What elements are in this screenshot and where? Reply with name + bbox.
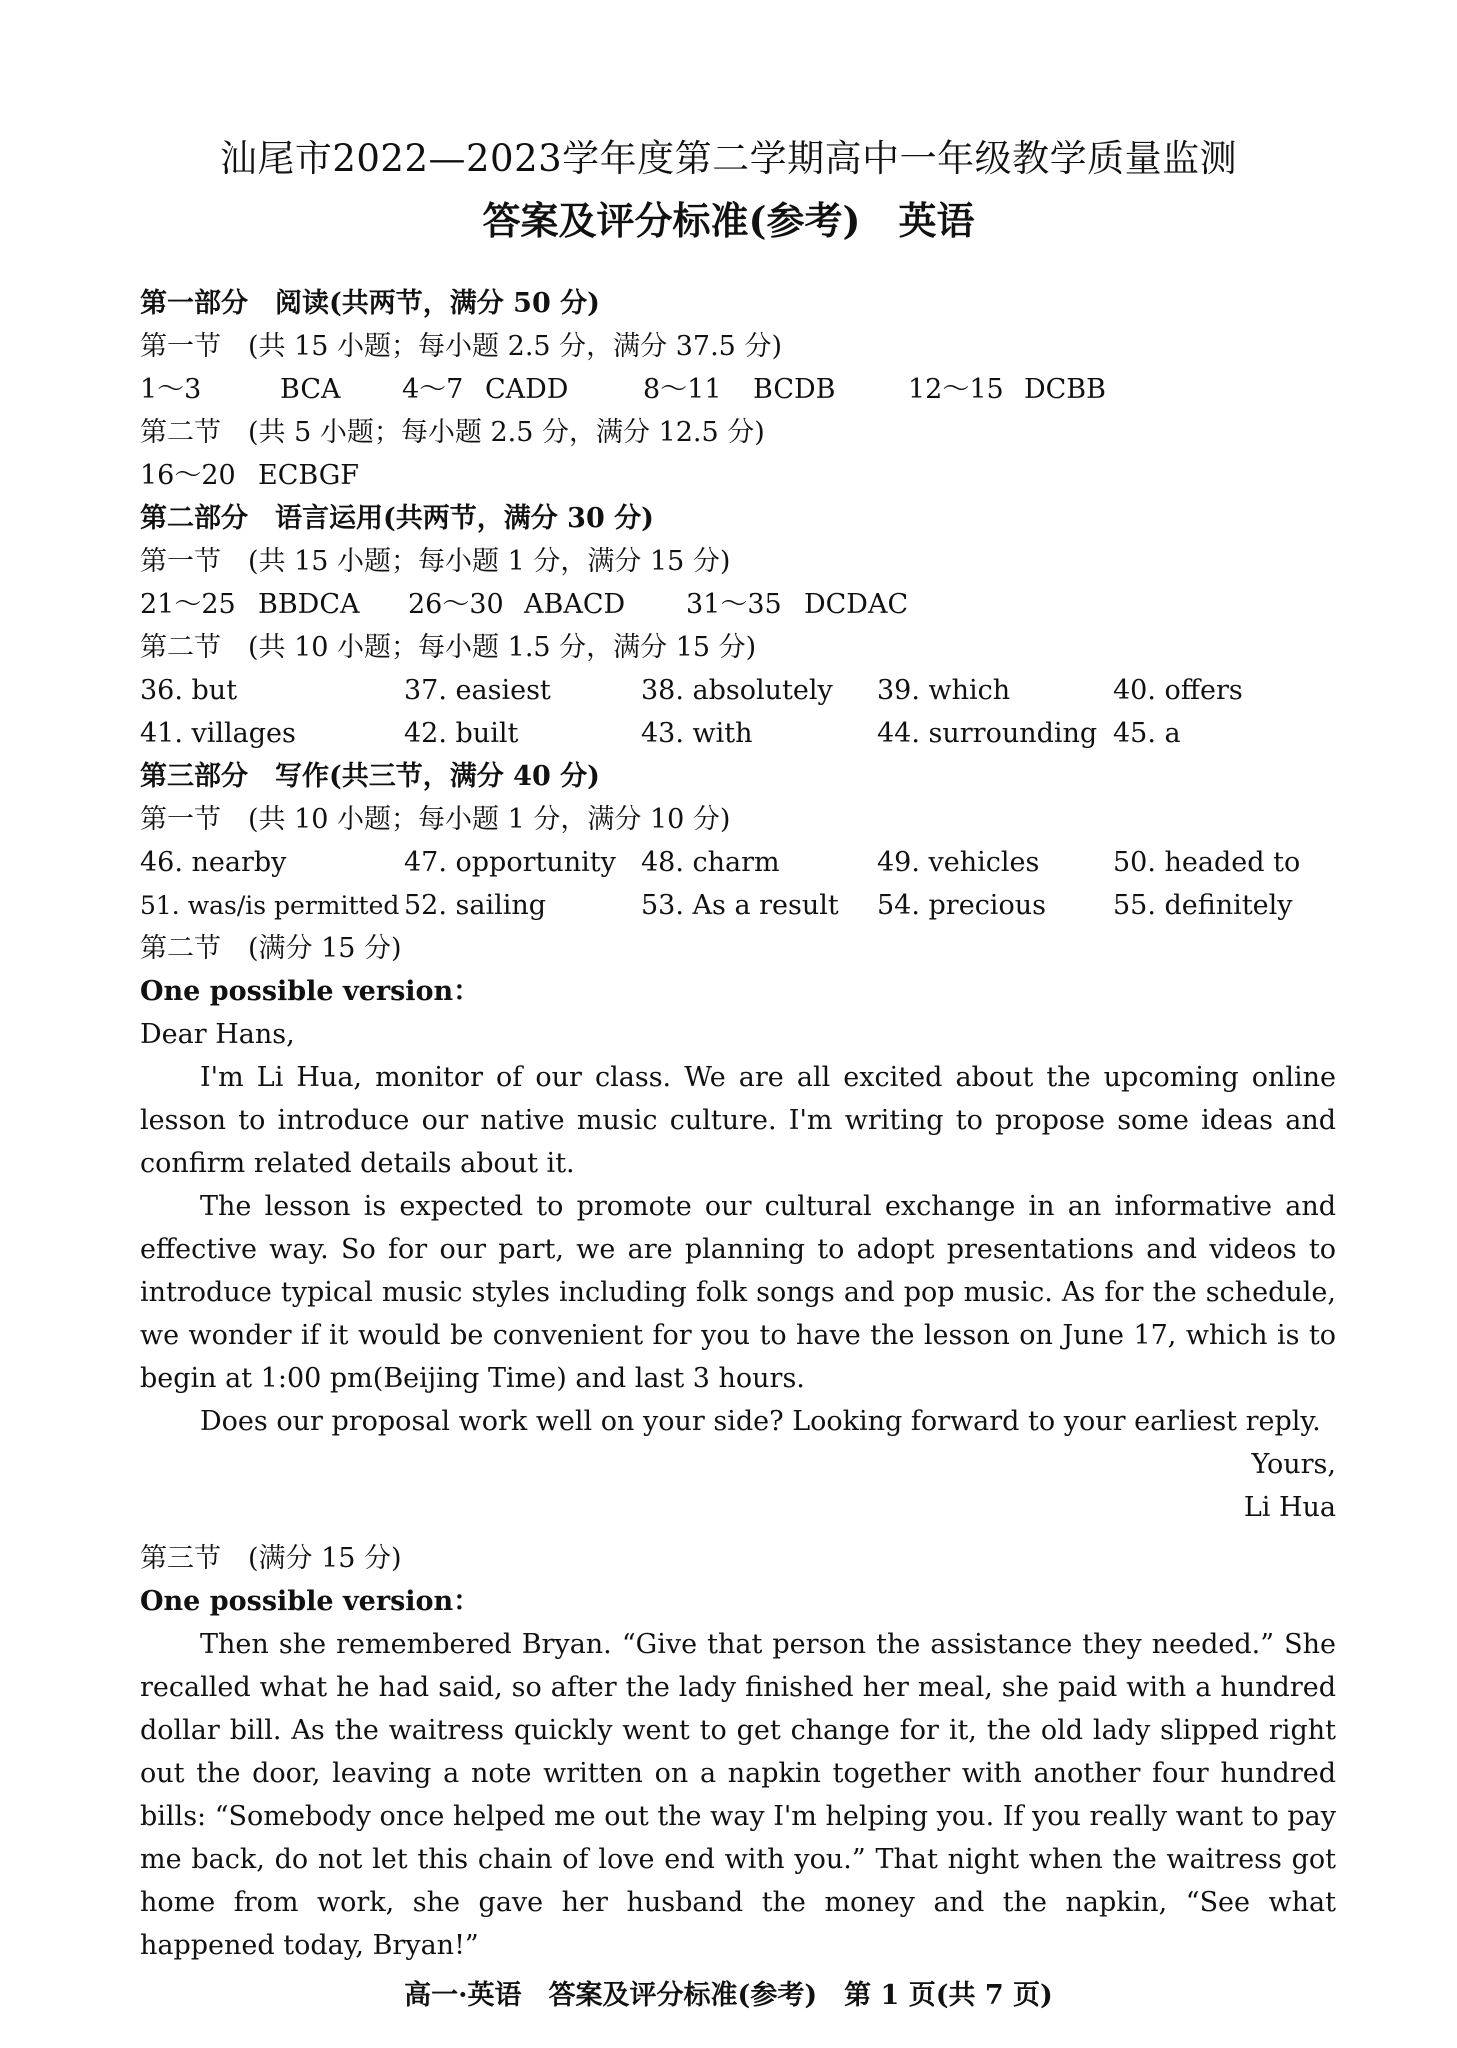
version-label: One possible version： [140, 1586, 481, 1617]
version-label: One possible version： [140, 976, 481, 1007]
answer-cell: 53. As a result [641, 890, 839, 921]
letter-paragraph: The lesson is expected to promote our cultural exchange in an informative and effective way. So for our part, we are planning to adopt presentations and videos to introduce typical music styles including folk songs and pop music. As for the schedule, we wonder if it would be convenient for you to have the lesson on June 17, which is to begin at 1:00 pm(Beijing Time) and last 3 hours. [140, 1191, 1336, 1394]
answer-content [140, 282, 1336, 1967]
part1-section2-heading: 第二节 (共 5 小题；每小题 2.5 分，满分 12.5 分) [140, 417, 765, 448]
answer-letters: ABACD [524, 589, 626, 620]
answer-range: 1～3 [140, 374, 202, 405]
part3-section2-heading: 第二节 (满分 15 分) [140, 933, 402, 964]
answer-letters: ECBGF [258, 460, 360, 491]
answer-range: 31～35 [686, 589, 782, 620]
answer-cell: 55. definitely [1113, 890, 1293, 921]
document-subtitle: 答案及评分标准(参考) 英语 [482, 198, 975, 243]
answer-cell: 45. a [1113, 718, 1181, 749]
answer-letters: BBDCA [258, 589, 360, 620]
sample-letter [140, 1013, 1336, 1529]
answer-range: 16～20 [140, 460, 236, 491]
letter-salutation: Dear Hans, [140, 1019, 295, 1050]
part2-section1-heading: 第一节 (共 15 小题；每小题 1 分，满分 15 分) [140, 546, 731, 577]
answer-grid-row [140, 841, 1336, 884]
letter-signature: Li Hua [1243, 1492, 1336, 1523]
answer-cell: 39. which [877, 675, 1011, 706]
answer-grid-row [140, 884, 1336, 927]
answer-cell: 46. nearby [140, 847, 287, 878]
part3-heading: 第三部分 写作(共三节，满分 40 分) [140, 761, 600, 792]
answer-letters: CADD [485, 374, 569, 405]
part3-section1-heading: 第一节 (共 10 小题；每小题 1 分，满分 10 分) [140, 804, 731, 835]
answer-cell: 36. but [140, 675, 238, 706]
part2-heading: 第二部分 语言运用(共两节，满分 30 分) [140, 503, 654, 534]
part1-section1-answers [140, 368, 1336, 411]
answer-letters: DCBB [1024, 374, 1106, 405]
part2-section1-answers [140, 583, 1336, 626]
answer-range: 8～11 [643, 374, 722, 405]
answer-cell: 52. sailing [404, 890, 547, 921]
answer-cell: 40. offers [1113, 675, 1243, 706]
answer-cell: 44. surrounding [877, 718, 1098, 749]
answer-cell: 37. easiest [404, 675, 551, 706]
letter-paragraph: I'm Li Hua, monitor of our class. We are all excited about the upcoming online lesson to introduce our native music culture. I'm writing to propose some ideas and confirm related details about it. [140, 1062, 1336, 1179]
part1-section2-answers [140, 454, 1336, 497]
answer-cell: 50. headed to [1113, 847, 1301, 878]
answer-cell: 47. opportunity [404, 847, 616, 878]
part2-section2-heading: 第二节 (共 10 小题；每小题 1.5 分，满分 15 分) [140, 632, 757, 663]
answer-cell: 42. built [404, 718, 519, 749]
exam-title: 汕尾市2022—2023学年度第二学期高中一年级教学质量监测 [219, 137, 1238, 180]
answer-cell: 43. with [641, 718, 753, 749]
letter-closing: Yours, [1251, 1449, 1336, 1480]
answer-letters: BCA [280, 374, 341, 405]
answer-range: 21～25 [140, 589, 236, 620]
part3-section3-heading: 第三节 (满分 15 分) [140, 1543, 402, 1574]
letter-paragraph: Does our proposal work well on your side? Looking forward to your earliest reply. [200, 1406, 1321, 1437]
page-footer: 高一·英语 答案及评分标准(参考) 第 1 页(共 7 页) [404, 1980, 1053, 2011]
story-continuation: Then she remembered Bryan. “Give that person the assistance they needed.” She recalled what he had said, so after the lady finished her meal, she paid with a hundred dollar bill. As the waitress quickly went to get change for it, the old lady slipped right out the door, leaving a note written on a napkin together with another four hundred bills: “Somebody once helped me out the way I'm helping you. If you really want to pay me back, do not let this chain of love end with you.” That night when the waitress got home from work, she gave her husband the money and the napkin, “See what happened today, Bryan!” [140, 1629, 1336, 1961]
answer-grid-row [140, 712, 1336, 755]
answer-letters: DCDAC [804, 589, 909, 620]
part1-heading: 第一部分 阅读(共两节，满分 50 分) [140, 288, 600, 319]
answer-range: 12～15 [908, 374, 1004, 405]
answer-cell: 48. charm [641, 847, 780, 878]
answer-cell: 38. absolutely [641, 675, 833, 706]
answer-range: 26～30 [408, 589, 504, 620]
answer-cell: 41. villages [140, 718, 296, 749]
answer-cell: 51. was/is permitted [140, 891, 400, 920]
answer-cell: 54. precious [877, 890, 1046, 921]
answer-grid-row [140, 669, 1336, 712]
answer-cell: 49. vehicles [877, 847, 1040, 878]
part1-section1-heading: 第一节 (共 15 小题；每小题 2.5 分，满分 37.5 分) [140, 331, 782, 362]
answer-letters: BCDB [753, 374, 836, 405]
answer-range: 4～7 [402, 374, 464, 405]
